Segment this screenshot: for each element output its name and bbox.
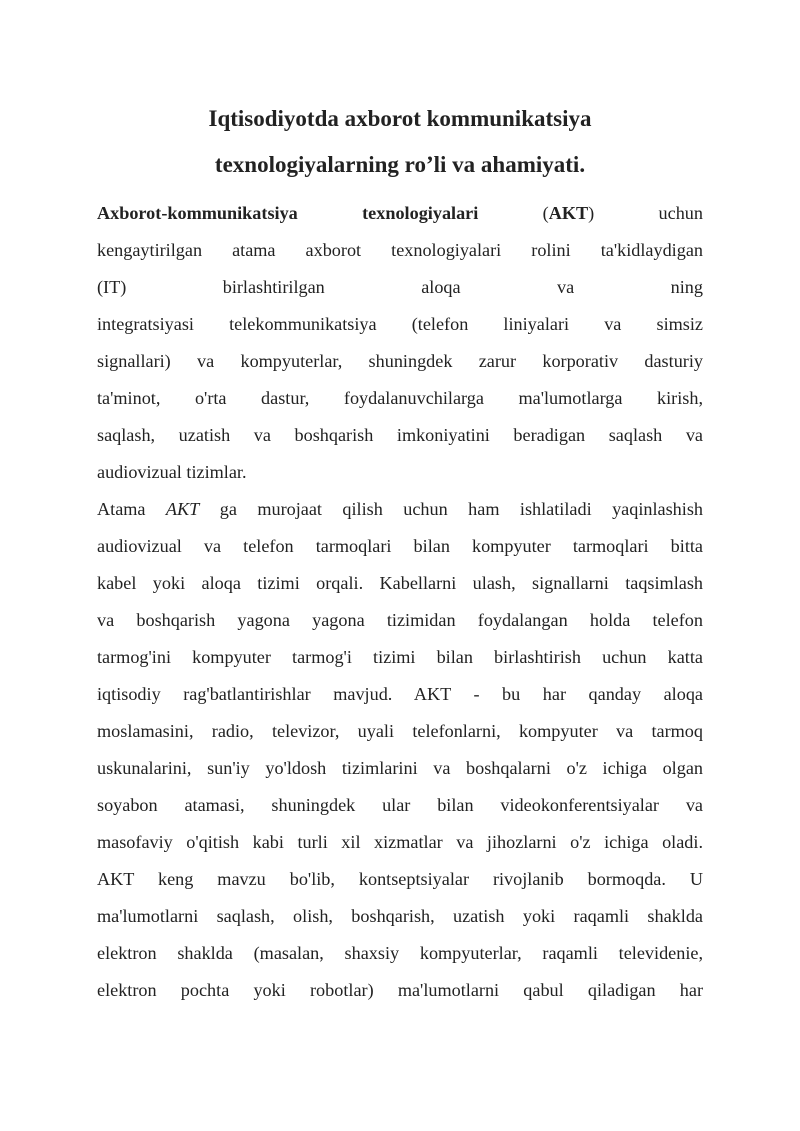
title-line-1: Iqtisodiyotda axborot kommunikatsiya xyxy=(208,106,592,131)
paragraph-line: signallari) va kompyuterlar, shuningdek zarur korporativ dasturiy xyxy=(97,351,703,371)
paragraph-line: va boshqarish yagona yagona tizimidan foydalangan holda telefon xyxy=(97,610,703,630)
paragraph-line: masofaviy o'qitish kabi turli xil xizmatlar va jihozlarni o'z ichiga oladi. xyxy=(97,832,703,852)
paragraph-2 xyxy=(97,491,703,1009)
paragraph-line: integratsiyasi telekommunikatsiya (telefon liniyalari va simsiz xyxy=(97,314,703,334)
paragraph-line xyxy=(97,195,703,232)
paragraph-line: tarmog'ini kompyuter tarmog'i tizimi bilan birlashtirish uchun katta xyxy=(97,647,703,667)
inline-text: ga murojaat qilish uchun ham ishlatiladi yaqinlashish xyxy=(199,499,703,519)
inline-text: ( xyxy=(478,203,549,223)
inline-text: ) uchun xyxy=(588,203,703,223)
paragraph-line: audiovizual va telefon tarmoqlari bilan kompyuter tarmoqlari bitta xyxy=(97,536,703,556)
paragraph-line: moslamasini, radio, televizor, uyali telefonlarni, kompyuter va tarmoq xyxy=(97,721,703,741)
italic-term: AKT xyxy=(165,499,200,519)
paragraph-line xyxy=(97,491,703,528)
bold-term: Axborot-kommunikatsiya xyxy=(97,203,298,223)
paragraph-line: elektron shaklda (masalan, shaxsiy kompyuterlar, raqamli televidenie, xyxy=(97,943,703,963)
paragraph-1 xyxy=(97,195,703,491)
bold-term: texnologiyalari xyxy=(362,203,479,223)
title-period: . xyxy=(579,152,586,177)
paragraph-line: elektron pochta yoki robotlar) ma'lumotlarni qabul qiladigan har xyxy=(97,980,703,1000)
paragraph-line: saqlash, uzatish va boshqarish imkoniyatini beradigan saqlash va xyxy=(97,425,703,445)
paragraph-line: ta'minot, o'rta dastur, foydalanuvchilarga ma'lumotlarga kirish, xyxy=(97,388,703,408)
paragraph-line: ma'lumotlarni saqlash, olish, boshqarish, uzatish yoki raqamli shaklda xyxy=(97,906,703,926)
paragraph-line: (IT) birlashtirilgan aloqa va ning xyxy=(97,277,703,297)
title-line-2-text: texnologiyalarning ro’li va ahamiyati xyxy=(214,152,580,177)
bold-term: AKT xyxy=(548,203,589,223)
inline-text: Atama xyxy=(97,499,166,519)
paragraph-line: kabel yoki aloqa tizimi orqali. Kabellarni ulash, signallarni taqsimlash xyxy=(97,573,703,593)
title-line-2 xyxy=(98,142,702,188)
page-title xyxy=(98,96,702,188)
paragraph-line: soyabon atamasi, shuningdek ular bilan videokonferentsiyalar va xyxy=(97,795,703,815)
paragraph-line: audiovizual tizimlar. xyxy=(97,462,247,482)
paragraph-line: iqtisodiy rag'batlantirishlar mavjud. AKT - bu har qanday aloqa xyxy=(97,684,703,704)
paragraph-line: uskunalarini, sun'iy yo'ldosh tizimlarini va boshqalarni o'z ichiga olgan xyxy=(97,758,703,778)
paragraph-line: kengaytirilgan atama axborot texnologiyalari rolini ta'kidlaydigan xyxy=(97,240,703,260)
paragraph-line: AKT keng mavzu bo'lib, kontseptsiyalar rivojlanib bormoqda. U xyxy=(97,869,703,889)
